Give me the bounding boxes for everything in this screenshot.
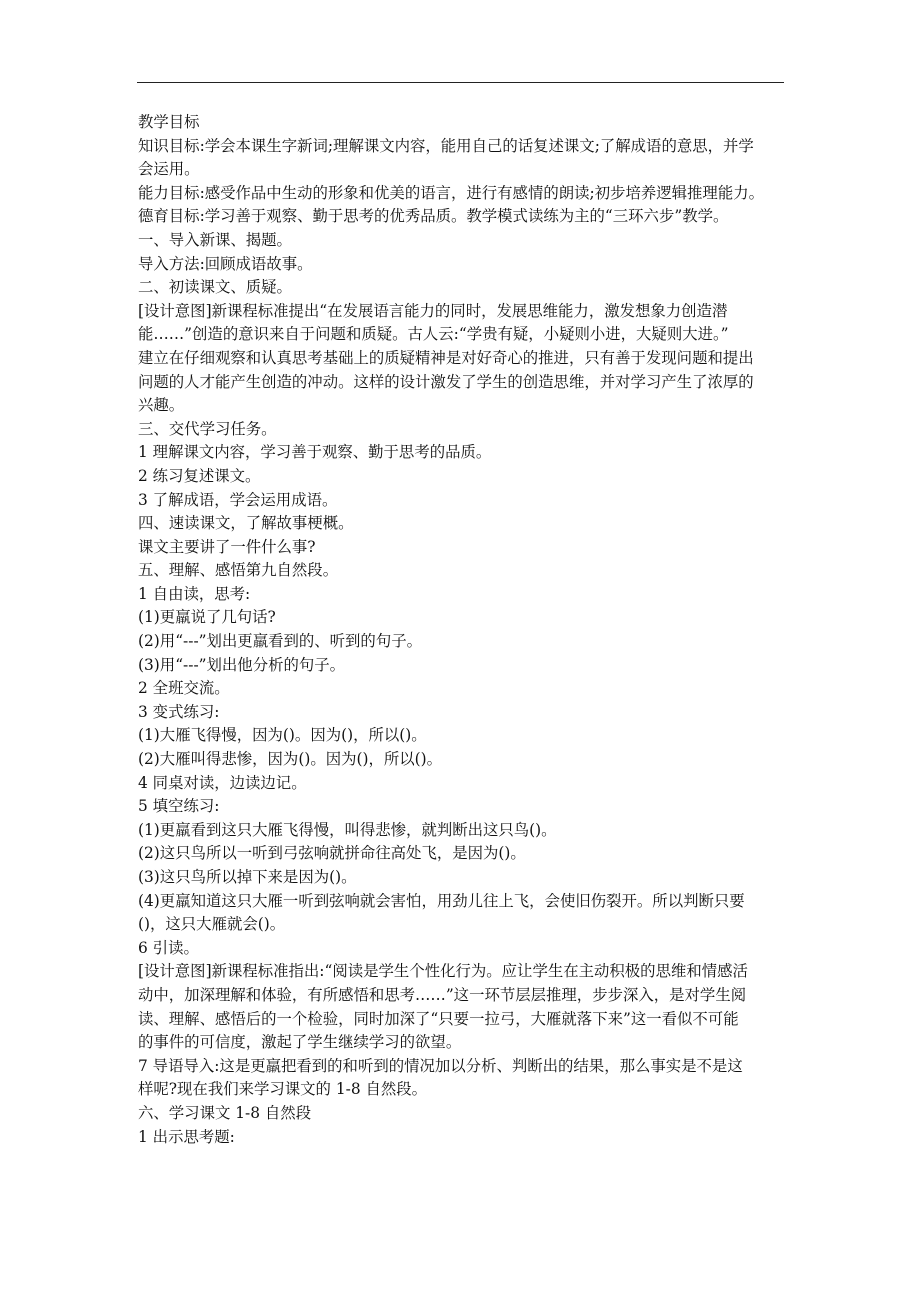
text-line: 能力目标:感受作品中生动的形象和优美的语言，进行有感情的朗读;初步培养逻辑推理能力。	[138, 183, 764, 202]
text-line: 1 理解课文内容，学习善于观察、勤于思考的品质。	[138, 443, 492, 462]
text-line: (1)大雁飞得慢，因为()。因为()，所以()。	[138, 726, 427, 745]
text-line: 二、初读课文、质疑。	[138, 278, 292, 297]
text-line: 导入方法:回顾成语故事。	[138, 254, 313, 273]
text-line: (3)用“---”划出他分析的句子。	[138, 655, 346, 674]
text-line: 知识目标:学会本课生字新词;理解课文内容，能用自己的话复述课文;了解成语的意思，并学	[138, 136, 754, 155]
text-line: 2 练习复述课文。	[138, 466, 261, 485]
text-line: [设计意图]新课程标准提出“在发展语言能力的同时，发展思维能力，激发想象力创造潜	[138, 301, 728, 320]
text-line: (4)更羸知道这只大雁一听到弦响就会害怕，用劲儿往上飞，会使旧伤裂开。所以判断只要	[138, 891, 745, 910]
text-line: 1 出示思考题:	[138, 1127, 235, 1146]
document-body	[138, 111, 788, 1149]
text-line: 3 变式练习:	[138, 702, 220, 721]
text-line: 4 同桌对读，边读边记。	[138, 773, 307, 792]
header-rule	[137, 82, 784, 83]
text-line: 6 引读。	[138, 938, 199, 957]
text-line: 动中，加深理解和体验，有所感悟和思考……”这一环节层层推理，步步深入，是对学生阅	[138, 985, 747, 1004]
text-line: 五、理解、感悟第九自然段。	[138, 561, 339, 580]
text-line: 教学目标	[138, 113, 200, 131]
text-line: 样呢?现在我们来学习课文的 1-8 自然段。	[138, 1080, 428, 1099]
text-line: (1)更羸说了几句话?	[138, 608, 276, 627]
text-line: 课文主要讲了一件什么事?	[138, 537, 316, 556]
text-line: 1 自由读，思考:	[138, 584, 251, 603]
text-line: 一、导入新课、揭题。	[138, 230, 292, 249]
text-line: 四、速读课文，了解故事梗概。	[138, 514, 354, 533]
text-line: 建立在仔细观察和认真思考基础上的质疑精神是对好奇心的推进，只有善于发现问题和提出	[138, 348, 754, 367]
text-line: 兴趣。	[138, 396, 185, 415]
text-line: 3 了解成语，学会运用成语。	[138, 490, 338, 509]
text-line: 5 填空练习:	[138, 797, 220, 816]
text-line: 读、理解、感悟后的一个检验，同时加深了“只要一拉弓，大雁就落下来”这一看似不可能	[138, 1009, 739, 1028]
text-line: 德育目标:学习善于观察、勤于思考的优秀品质。教学模式读练为主的“三环六步”教学。	[138, 207, 729, 226]
text-line: 2 全班交流。	[138, 679, 230, 698]
text-line: (2)用“---”划出更羸看到的、听到的句子。	[138, 632, 422, 651]
text-line: (1)更羸看到这只大雁飞得慢，叫得悲惨，就判断出这只鸟()。	[138, 820, 557, 839]
text-line: 的事件的可信度，激起了学生继续学习的欲望。	[138, 1033, 462, 1052]
text-line: (3)这只鸟所以掉下来是因为()。	[138, 868, 357, 886]
text-line: 问题的人才能产生创造的冲动。这样的设计激发了学生的创造思维，并对学习产生了浓厚的	[138, 372, 754, 391]
text-line: 能……”创造的意识来自于问题和质疑。古人云:“学贵有疑，小疑则小进，大疑则大进。”	[138, 325, 729, 344]
text-line: ()，这只大雁就会()。	[138, 915, 286, 934]
text-line: (2)这只鸟所以一听到弓弦响就拼命往高处飞，是因为()。	[138, 844, 526, 863]
text-line: [设计意图]新课程标准指出:“阅读是学生个性化行为。应让学生在主动积极的思维和情感活	[138, 962, 748, 981]
text-line: 会运用。	[138, 160, 200, 179]
text-line: (2)大雁叫得悲惨，因为()。因为()，所以()。	[138, 750, 443, 769]
text-line: 三、交代学习任务。	[138, 419, 277, 438]
text-line: 7 导语导入:这是更羸把看到的和听到的情况加以分析、判断出的结果，那么事实是不是这	[138, 1056, 743, 1075]
text-line: 六、学习课文 1-8 自然段	[138, 1103, 312, 1122]
